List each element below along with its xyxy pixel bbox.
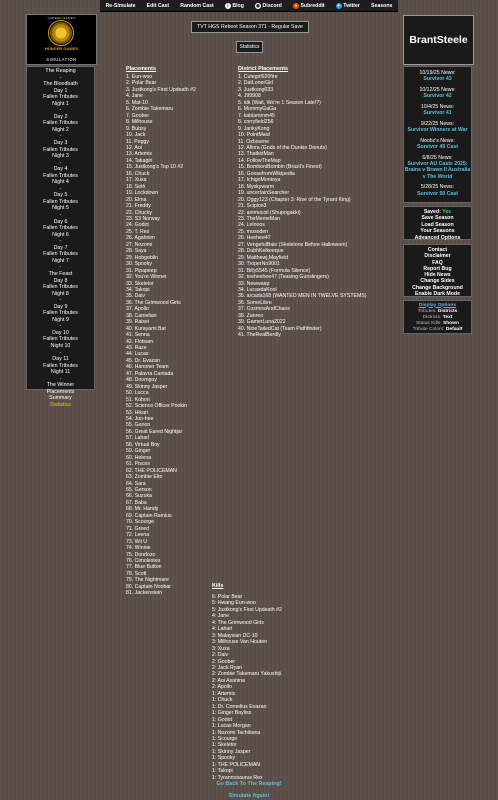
kill-item: 1: Scourge	[212, 735, 238, 742]
phase-nav-item: -	[59, 323, 62, 330]
district-placement-item: 26. Heehee47	[238, 235, 271, 242]
district-placement-item: 28. DubhKelkeeque	[238, 248, 284, 255]
district-placement-item: 11. Ozbourne	[238, 138, 270, 145]
simulate-again-link[interactable]: Simulate Again!	[228, 793, 270, 799]
edit-cast-link[interactable]	[147, 3, 169, 9]
placement-item: 74. Winnie	[126, 545, 151, 552]
district-placement-item: 41. TheRealBerdly	[238, 332, 281, 339]
phase-nav-item[interactable]: Night 11	[50, 369, 71, 376]
random-cast-link[interactable]	[180, 3, 213, 9]
random-cast-label: Random Cast	[180, 2, 214, 9]
phase-nav-item: -	[59, 349, 62, 356]
district-placement-item: 8. corryfield256	[238, 119, 274, 126]
phase-nav-item[interactable]: The Feast	[48, 270, 73, 277]
phase-nav-item[interactable]: Fallen Tributes	[43, 94, 78, 101]
placement-item: 27. Nozomi	[126, 241, 153, 248]
phase-nav-item[interactable]: Night 5	[52, 205, 69, 212]
phase-nav-item: -	[59, 212, 62, 219]
placement-item: 38. Camelian	[126, 312, 157, 319]
district-placements-list	[238, 74, 366, 339]
news-link[interactable]: Survivor AU Casts 2025: Brains v Brawn II Australia v The World	[404, 161, 471, 180]
saved-value: Yes	[442, 209, 452, 215]
news-panel	[403, 66, 472, 203]
placement-item: 69. Captain Ramius	[126, 512, 172, 519]
phase-nav-item[interactable]: Day 7	[53, 244, 68, 251]
district-placement-item: 33. Newwaep	[238, 280, 270, 287]
placement-item: 31. Pipapeep	[126, 267, 157, 274]
display-options-heading[interactable]: Display Options	[418, 302, 457, 308]
placement-item: 72. Leena	[126, 532, 150, 539]
phase-nav-item: -	[59, 107, 62, 114]
placement-item: 23. S3 Norway	[126, 215, 161, 222]
kill-item: 1: Takopi	[212, 768, 233, 775]
placement-item: 58. Virtual Boy	[126, 441, 160, 448]
phase-nav-item[interactable]: Fallen Tributes	[43, 310, 78, 317]
placement-item: 52. Science Officer Pookin	[126, 403, 188, 410]
news-item	[404, 70, 471, 82]
district-placement-item: 17. IchigoMontoya	[238, 177, 281, 184]
discord-icon: ◉	[256, 2, 260, 8]
news-date: 10/19/25 News:	[419, 70, 456, 76]
district-placement-item: 4. J99908	[238, 93, 261, 100]
kill-item: 1: Godot	[212, 716, 232, 723]
district-placement-item: 3. Justkong033	[238, 86, 274, 93]
placement-item: 4. Jane	[126, 93, 144, 100]
placement-item: 81. Jackenstein	[126, 590, 163, 597]
load-season-link[interactable]: Load Season	[421, 221, 454, 228]
user-name-box[interactable]: BrantSteele	[403, 15, 474, 65]
district-placement-item: 18. Myskywarm	[238, 183, 275, 190]
phase-nav-item[interactable]: Fallen Tributes	[43, 336, 78, 343]
placement-item: 63. Zombie Elto	[126, 474, 163, 481]
contact-menu-item[interactable]: Change Sides	[420, 278, 455, 285]
placement-item: 67. Baba	[126, 499, 147, 506]
placement-item: 53. Hikari	[126, 409, 148, 416]
phase-nav-item[interactable]: Day 9	[53, 303, 68, 310]
placement-item: 51. Kobori	[126, 396, 150, 403]
phase-nav-item[interactable]: Night 1	[52, 100, 69, 107]
blog-icon: i	[225, 3, 231, 9]
option-label: Status Kills:	[416, 320, 442, 326]
kill-item: 1: Nozomi Tachibana	[212, 729, 261, 736]
news-date: 10/12/25 News:	[419, 87, 456, 93]
subreddit-link[interactable]	[293, 3, 325, 9]
district-placements-heading: District Placements	[238, 66, 289, 72]
placement-item: 32. You're Winner	[126, 274, 167, 281]
placement-item: 36. The Grimwood Girls	[126, 299, 181, 306]
placements-list	[126, 74, 196, 597]
district-placement-item: 6. MommyGaGa	[238, 106, 277, 113]
placement-item: 40. Kurayami Bat	[126, 325, 166, 332]
phase-nav-item[interactable]: Day 10	[52, 329, 69, 336]
placement-item: 65. Gerson	[126, 487, 152, 493]
go-back-link[interactable]: Go Back To The Reaping!	[216, 781, 282, 787]
placement-item: 1. Eun-woo	[126, 74, 153, 80]
kill-item: 2: Goober	[212, 658, 236, 665]
display-option-row[interactable]	[404, 327, 471, 333]
kill-item: 6: Polar Bear	[212, 594, 243, 600]
news-link[interactable]: Survivor 42	[423, 93, 452, 100]
phase-nav-item: -	[59, 159, 62, 166]
placement-item: 66. Suzuka	[126, 493, 152, 500]
twitter-label: Twitter	[343, 2, 360, 9]
district-placement-item: 23. TheMemeMan	[238, 215, 281, 222]
kill-item: 3: Malaysian DC-10	[212, 632, 258, 639]
display-options-panel	[403, 300, 472, 334]
logo-top-text: CAREER GAMES	[47, 16, 76, 20]
placement-item: 62. THE POLICEMAN	[126, 467, 177, 474]
placement-item: 77. Blue Button	[126, 564, 162, 571]
kill-item: 4: Laharl	[212, 626, 233, 633]
placement-item: 34. Takopi	[126, 286, 150, 293]
advanced-options-link[interactable]: Advanced Options	[414, 234, 461, 241]
news-date: 9/22/25 News:	[420, 121, 455, 127]
district-placement-item: 32. teeheehee47 (Teasing Gunslingers)	[238, 274, 329, 281]
option-value: Text	[442, 314, 453, 320]
news-link[interactable]: Survivor 49 Cast	[417, 144, 458, 151]
seasons-link[interactable]	[371, 3, 392, 9]
phase-nav-item[interactable]: The Bloodbath	[43, 81, 78, 88]
placement-item: 25. T. Rex	[126, 228, 150, 235]
news-item	[404, 121, 471, 133]
kill-item: 1: Dr. Cornelius Evazan	[212, 703, 267, 710]
phase-nav-item[interactable]: Night 3	[52, 153, 69, 160]
top-nav-bar	[100, 0, 398, 12]
blog-link[interactable]	[225, 3, 244, 9]
placement-item: 42. Flotsam	[126, 338, 154, 345]
kill-item: 5: Hwang Eun-woo	[212, 600, 256, 607]
district-placement-item: 24. Lelooos	[238, 222, 265, 229]
blog-label: Blog	[232, 2, 244, 9]
placement-item: 7. Goober	[126, 112, 150, 119]
option-label: Tribute Colors:	[412, 326, 445, 332]
placement-item: 12. Aoi	[126, 144, 142, 151]
phase-nav-item[interactable]: Fallen Tributes	[43, 172, 78, 179]
kill-item: 4: Jane	[212, 613, 230, 620]
save-panel	[403, 206, 472, 240]
placement-item: 14. Takagiri	[126, 157, 153, 164]
placement-item: 24. Godot	[126, 222, 149, 229]
placement-item: 59. Ginger	[126, 448, 151, 455]
placement-item: 79. The Nightmare	[126, 577, 169, 584]
district-placement-item: 16. GoosefromWikipedia	[238, 170, 295, 177]
kill-item: 2: Zombie Takemaru Yakushiji	[212, 671, 281, 678]
phase-nav-item: -	[59, 375, 62, 382]
kill-item: 1: Ginger Bayliss	[212, 710, 252, 717]
phase-nav-item[interactable]: Fallen Tributes	[43, 146, 78, 153]
edit-cast-label: Edit Cast	[146, 2, 170, 9]
phase-nav-item[interactable]: Fallen Tributes	[43, 284, 78, 291]
placement-item: 80. Captain Noobar	[126, 583, 171, 590]
phase-nav-item[interactable]: Summary	[49, 395, 72, 402]
news-date: 10/4/25 News:	[420, 104, 455, 110]
news-date: Noobz's News:	[420, 138, 455, 144]
phase-nav-item[interactable]: Night 4	[52, 179, 69, 186]
placement-item: 37. Apollo	[126, 306, 149, 313]
option-label: Districts:	[422, 314, 442, 320]
placement-item: 3. Justkong's First Updeath #2	[126, 86, 196, 93]
district-placement-item: 19. uncertainSearcher	[238, 190, 290, 197]
phase-nav-item[interactable]: Night 2	[52, 126, 69, 133]
district-placement-item: 20. Oggy123 (Chapter 3: Rise of the Tyrant King)	[238, 196, 351, 203]
kill-item: 2: Jack Ryan	[212, 664, 242, 671]
kill-item: 4: The Grimwood Girls	[212, 619, 264, 626]
phase-nav-item[interactable]: Fallen Tributes	[43, 225, 78, 232]
placement-item: 11. Peggy	[126, 138, 149, 145]
district-placement-item: 38. Zanreo	[238, 312, 264, 319]
kill-item: 1: Spooky	[212, 755, 236, 762]
placement-item: 68. Mr. Handy	[126, 506, 159, 513]
kill-item: 2: Apollo	[212, 684, 232, 691]
district-placement-item: 22. animucoil (Shupogakki)	[238, 209, 301, 216]
option-label: Tributes:	[417, 308, 437, 314]
news-link[interactable]: Survivor 41	[423, 110, 452, 117]
kill-item: 2: Daiv	[212, 652, 229, 659]
contact-menu-item[interactable]: Enable Dark Mode	[415, 291, 460, 298]
district-placement-item: 21. Scipion3	[238, 203, 267, 210]
placement-item: 19. Lockdown	[126, 190, 159, 197]
your-seasons-link[interactable]: Your Seasons	[420, 228, 455, 235]
placement-item: 26. Agahnim	[126, 235, 155, 242]
district-placement-item: 14. FollowTheMap	[238, 157, 281, 164]
placement-item: 21. Freddy	[126, 203, 151, 210]
mockingjay-icon	[50, 22, 72, 44]
placement-item: 61. Pisces	[126, 461, 150, 468]
subreddit-label: Subreddit	[300, 2, 325, 9]
discord-link[interactable]	[255, 3, 282, 9]
kill-item: 1: Skeletor	[212, 742, 237, 749]
placement-item: 39. Ralsei	[126, 319, 150, 326]
district-placement-item: 1. Cutegirl920fire	[238, 74, 278, 80]
kills-list	[212, 594, 282, 781]
phase-nav-item[interactable]: Day 5	[53, 192, 68, 199]
twitter-link[interactable]	[336, 3, 360, 9]
statistics-button[interactable]: Statistics	[236, 41, 263, 53]
news-item	[404, 138, 471, 150]
option-value: Districts	[437, 308, 458, 314]
district-placement-item: 30. TroperNo9001	[238, 261, 280, 268]
phase-nav-item: -	[59, 297, 62, 304]
re-simulate-label: Re-Simulate	[105, 2, 136, 9]
hunger-games-logo[interactable]	[26, 14, 97, 65]
news-link[interactable]: Survivor 50 Cast	[417, 190, 458, 197]
placement-item: 10. Jack	[126, 132, 146, 139]
news-date: 6/8/25 News:	[422, 155, 453, 161]
placement-item: 17. Xuxa	[126, 177, 147, 184]
phase-nav-item[interactable]: Day 8	[53, 277, 68, 284]
phase-nav-item: -	[59, 238, 62, 245]
contact-panel	[403, 244, 472, 297]
placement-item: 43. Raze	[126, 345, 147, 352]
saved-label: Saved:	[423, 209, 441, 215]
kill-item: 2: Aoi Asahina	[212, 677, 245, 684]
kill-item: 3: Xuxa	[212, 645, 230, 652]
district-placement-item: 34. LucasdaKool	[238, 286, 277, 293]
placement-item: 78. Scott	[126, 570, 147, 577]
district-placement-item: 27. VengefulBale (Skeletons Before Halloween)	[238, 241, 348, 248]
phase-nav-item[interactable]: Fallen Tributes	[43, 362, 78, 369]
phase-nav-item[interactable]: Fallen Tributes	[43, 198, 78, 205]
news-link[interactable]: Survivor 43	[423, 76, 452, 83]
phase-nav-item[interactable]: Day 6	[53, 218, 68, 225]
placement-item: 2. Polar Bear	[126, 80, 157, 87]
phase-nav-item[interactable]: The Winner	[46, 382, 75, 389]
placement-item: 54. Jun-hee	[126, 416, 154, 423]
kill-item: 1: Chuck	[212, 697, 233, 704]
phase-nav-item[interactable]: Night 8	[52, 290, 69, 297]
re-simulate-link[interactable]	[106, 3, 136, 9]
discord-label: Discord	[262, 2, 282, 9]
placement-item: 8. Milhouse	[126, 119, 153, 126]
placement-item: 76. Cimolestes	[126, 557, 161, 564]
placement-item: 35. Daiv	[126, 293, 146, 300]
placement-item: 48. Doomguy	[126, 377, 157, 384]
placements-heading: Placements	[126, 66, 156, 72]
option-value: Default	[445, 326, 463, 332]
phase-nav-item: -	[59, 185, 62, 192]
district-placement-item: 5. idk (Wait, We're 1 Season Late!?)	[238, 99, 321, 106]
placement-item: 20. Elma	[126, 196, 147, 203]
district-placement-item: 40. NineTailedCat (Team Pathfinder)	[238, 325, 322, 332]
seasons-label: Seasons	[371, 2, 393, 9]
placement-item: 55. Ganon	[126, 422, 151, 429]
placement-item: 47. Palavra Cantada	[126, 370, 174, 377]
phase-nav-item: -	[59, 74, 62, 81]
phase-nav-item: -	[59, 133, 62, 140]
contact-menu-item[interactable]: FAQ	[432, 259, 443, 266]
district-placement-item: 35. arcada168 (WANTED MEN IN TWELVE SYSTEMS)	[238, 293, 367, 300]
district-placement-item: 39. GamerLuna2022	[238, 319, 286, 326]
phase-nav-item[interactable]: Night 6	[52, 231, 69, 238]
kill-item: 1: Artemis	[212, 690, 236, 697]
phase-nav-item[interactable]: Statistics	[49, 401, 72, 408]
phase-nav-item[interactable]: Day 3	[53, 140, 68, 147]
placement-item: 15. Justkong's Top 10 #2	[126, 164, 184, 171]
contact-menu-item[interactable]: Contact	[427, 247, 448, 253]
placement-item: 64. Sara	[126, 480, 146, 487]
placement-item: 6. Zombie Takemaru	[126, 106, 174, 113]
placement-item: 18. Seth	[126, 183, 146, 190]
phase-nav-item: -	[59, 264, 62, 271]
kill-item: 1: Skinny Jasper	[212, 748, 251, 755]
district-placement-item: 2. DatLonerGirl	[238, 80, 274, 87]
placement-item: 28. Saya	[126, 248, 147, 255]
placement-item: 22. Chucky	[126, 209, 152, 216]
kill-item: 5: Justkong's First Updeath #2	[212, 606, 282, 613]
phase-nav-item[interactable]: Night 7	[52, 257, 69, 264]
placement-item: 9. Bubsy	[126, 125, 147, 132]
save-season-link[interactable]: Save Season	[421, 215, 454, 222]
placement-item: 75. Dondozo	[126, 551, 156, 558]
placement-item: 41. Senna	[126, 332, 150, 339]
placement-item: 60. Helena	[126, 454, 152, 461]
district-placement-item: 37. CosmosAndChaos	[238, 306, 290, 313]
logo-subtitle: SIMULATION	[46, 57, 77, 62]
district-placement-item: 9. JankyKong	[238, 125, 270, 132]
placement-item: 33. Skeletor	[126, 280, 154, 287]
news-item	[404, 155, 471, 180]
placement-item: 30. Spooky	[126, 261, 152, 268]
district-placement-item: 25. moxeden	[238, 228, 268, 235]
news-link[interactable]: Survivor Winners at War	[407, 127, 468, 134]
district-placement-item: 31. Billy5545 (Formula Silence)	[238, 267, 311, 274]
news-item	[404, 87, 471, 99]
placement-item: 73. Wii U	[126, 538, 148, 545]
phase-nav-item[interactable]: Placements	[46, 388, 75, 395]
logo-title: HUNGER GAMES	[44, 46, 79, 51]
placement-item: 70. Scourge	[126, 519, 154, 526]
phase-nav-item[interactable]: Day 1	[53, 87, 68, 94]
contact-menu-item[interactable]: Report Bug	[423, 265, 452, 272]
kill-item: 1: THE POLICEMAN	[212, 761, 261, 768]
phase-nav-item[interactable]: Night 9	[52, 316, 69, 323]
district-placement-item: 13. ThatkidMan	[238, 151, 274, 158]
news-item	[404, 184, 471, 196]
placement-item: 29. Hobgoblin	[126, 254, 159, 261]
district-placement-item: 15. BomboniBombin (Brazil's Finest)	[238, 164, 322, 171]
placement-item: 16. Chuck	[126, 170, 150, 177]
district-placement-item: 10. PointMaid	[238, 132, 270, 139]
phase-nav-item[interactable]: Day 11	[52, 356, 69, 363]
district-placement-item: 36. SomeLibre	[238, 299, 272, 306]
placement-item: 56. Great Eared Nightjar	[126, 428, 183, 435]
phase-nav-item[interactable]: Fallen Tributes	[43, 251, 78, 258]
phase-nav-item[interactable]: The Reaping	[45, 68, 76, 74]
kills-heading: Kills	[212, 583, 224, 589]
phase-nav-item[interactable]: Night 10	[50, 342, 71, 349]
twitter-icon: ✦	[336, 2, 341, 8]
contact-menu-item[interactable]: Hide News	[424, 272, 451, 279]
kill-item: 1: Tyrannosaurus Rex	[212, 774, 263, 781]
kill-item: 3: Milhouse Van Houten	[212, 639, 267, 646]
placement-item: 50. Lucca	[126, 390, 149, 397]
phase-nav-item[interactable]: Fallen Tributes	[43, 120, 78, 127]
placement-item: 46. Hammer Team	[126, 364, 169, 371]
left-phase-nav	[26, 66, 95, 408]
phase-nav-item[interactable]: Day 4	[53, 166, 68, 173]
placement-item: 49. Skinny Jasper	[126, 383, 168, 390]
district-placement-item: 29. Matthewj,Mayfield	[238, 254, 289, 261]
news-item	[404, 104, 471, 116]
contact-menu-item[interactable]: Disclaimer	[424, 253, 451, 260]
district-placement-item: 12. Allora (Gods of the Dunkin Donuts)	[238, 144, 327, 151]
placement-item: 57. Laharl	[126, 435, 150, 442]
reddit-icon: ●	[294, 2, 298, 8]
page-title: TVT HGS Reboot Season 371 - Regular Save	[191, 21, 309, 33]
phase-nav-item[interactable]: Day 2	[53, 113, 68, 120]
placement-item: 44. Lucas	[126, 351, 149, 358]
contact-menu-item[interactable]: Change Background	[412, 284, 463, 291]
news-date: 5/28/25 News:	[420, 184, 455, 191]
placement-item: 71. Greed	[126, 525, 150, 532]
option-value: Shown	[442, 320, 459, 326]
kill-item: 1: Lucas Morgan	[212, 723, 251, 730]
placement-item: 5. Mat-10	[126, 99, 148, 106]
placement-item: 45. Dr. Evazan	[126, 357, 161, 364]
district-placement-item: 7. kablammm45	[238, 112, 275, 119]
placement-item: 13. Artemis	[126, 151, 152, 158]
